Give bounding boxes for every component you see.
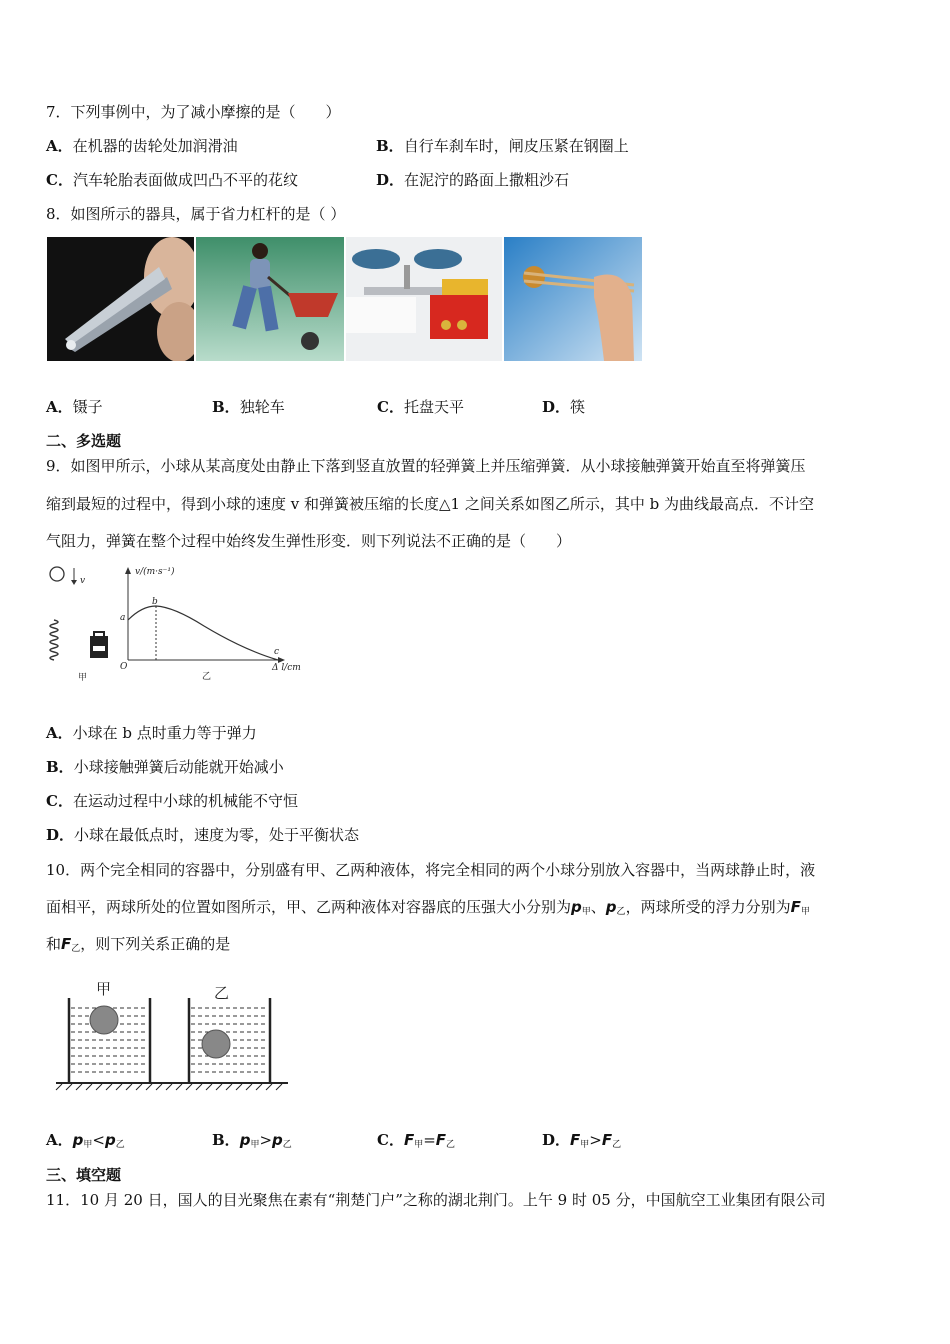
q9-stem-line2: 缩到最短的过程中，得到小球的速度 v 和弹簧被压缩的长度△1 之间关系如图乙所示，其中 b 为曲线最高点．不计空 <box>46 495 815 513</box>
q8-option-a: A．镊子 <box>46 398 103 416</box>
spring <box>50 620 58 660</box>
q10-stem-line1: 10．两个完全相同的容器中，分别盛有甲、乙两种液体，将完全相同的两个小球分别放入容器中，当两球静止时，液 <box>46 861 816 879</box>
svg-text:v: v <box>80 576 86 586</box>
q9-option-b: B．小球接触弹簧后动能就开始减小 <box>46 758 284 776</box>
section-heading-multiple-choice: 二、多选题 <box>46 432 122 450</box>
q10-option-a: A．$p_甲<p_乙$ <box>46 1131 125 1150</box>
svg-text:甲: 甲 <box>78 673 88 683</box>
q7-option-d: D．在泥泞的路面上撒粗沙石 <box>376 171 570 189</box>
velocity-curve <box>128 606 278 660</box>
q9-option-a: A．小球在 b 点时重力等于弹力 <box>46 724 257 742</box>
svg-text:v/(m·s⁻¹): v/(m·s⁻¹) <box>135 567 175 577</box>
ball-yi <box>202 1030 230 1058</box>
svg-text:Δ l/cm: Δ l/cm <box>272 663 301 673</box>
q7-option-c: C．汽车轮胎表面做成凹凸不平的花纹 <box>46 171 298 189</box>
q10-option-c: C．$F_甲=F_乙$ <box>377 1131 456 1150</box>
svg-text:b: b <box>152 597 158 607</box>
q8-option-c: C．托盘天平 <box>377 398 464 416</box>
section-heading-fill-in: 三、填空题 <box>46 1166 122 1184</box>
svg-text:a: a <box>120 613 126 623</box>
chopsticks-photo <box>504 237 642 361</box>
q7-option-a: A．在机器的齿轮处加润滑油 <box>46 137 238 155</box>
falling-ball <box>50 567 64 581</box>
q10-option-d: D．$F_甲>F_乙$ <box>542 1131 622 1150</box>
q9-figure <box>44 562 314 686</box>
q9-stem-line1: 9．如图甲所示，小球从某高度处由静止下落到竖直放置的轻弹簧上并压缩弹簧．从小球接触弹簧开始直至将弹簧压 <box>46 457 806 475</box>
q10-stem-line2: 面相平，两球所处的位置如图所示，甲、乙两种液体对容器底的压强大小分别为$p_甲$、$p_乙$，两球所受的浮力分别为$F_甲$ <box>46 898 810 917</box>
balance-photo <box>346 237 502 361</box>
q9-option-d: D．小球在最低点时，速度为零，处于平衡状态 <box>46 826 360 844</box>
container-jia <box>69 998 150 1082</box>
q7-option-b: B．自行车刹车时，闸皮压紧在钢圈上 <box>376 137 629 155</box>
container-yi <box>189 998 270 1082</box>
svg-text:甲: 甲 <box>96 980 112 998</box>
wheelbarrow-photo <box>196 237 344 361</box>
q9-option-c: C．在运动过程中小球的机械能不守恒 <box>46 792 298 810</box>
tweezers-photo <box>47 237 194 361</box>
svg-text:c: c <box>274 647 280 657</box>
q10-figure <box>52 976 292 1092</box>
q8-option-b: B．独轮车 <box>212 398 285 416</box>
q8-option-d: D．筷 <box>542 398 586 416</box>
svg-text:O: O <box>120 662 128 672</box>
q11-stem: 11．10 月 20 日，国人的目光聚焦在素有“荆楚门户”之称的湖北荆门。上午 9 时 05 分，中国航空工业集团有限公司 <box>46 1191 826 1209</box>
q7-stem: 7．下列事例中，为了减小摩擦的是（ ） <box>46 103 341 121</box>
q8-stem: 8．如图所示的器具，属于省力杠杆的是（ ） <box>46 205 346 223</box>
q10-stem-line3: 和$F_乙$，则下列关系正确的是 <box>46 935 231 954</box>
svg-text:乙: 乙 <box>214 984 230 1002</box>
q9-stem-line3: 气阻力，弹簧在整个过程中始终发生弹性形变．则下列说法不正确的是（ ） <box>46 532 572 550</box>
q10-option-b: B．$p_甲>p_乙$ <box>212 1131 292 1150</box>
ball-jia <box>90 1006 118 1034</box>
svg-text:乙: 乙 <box>202 672 212 682</box>
